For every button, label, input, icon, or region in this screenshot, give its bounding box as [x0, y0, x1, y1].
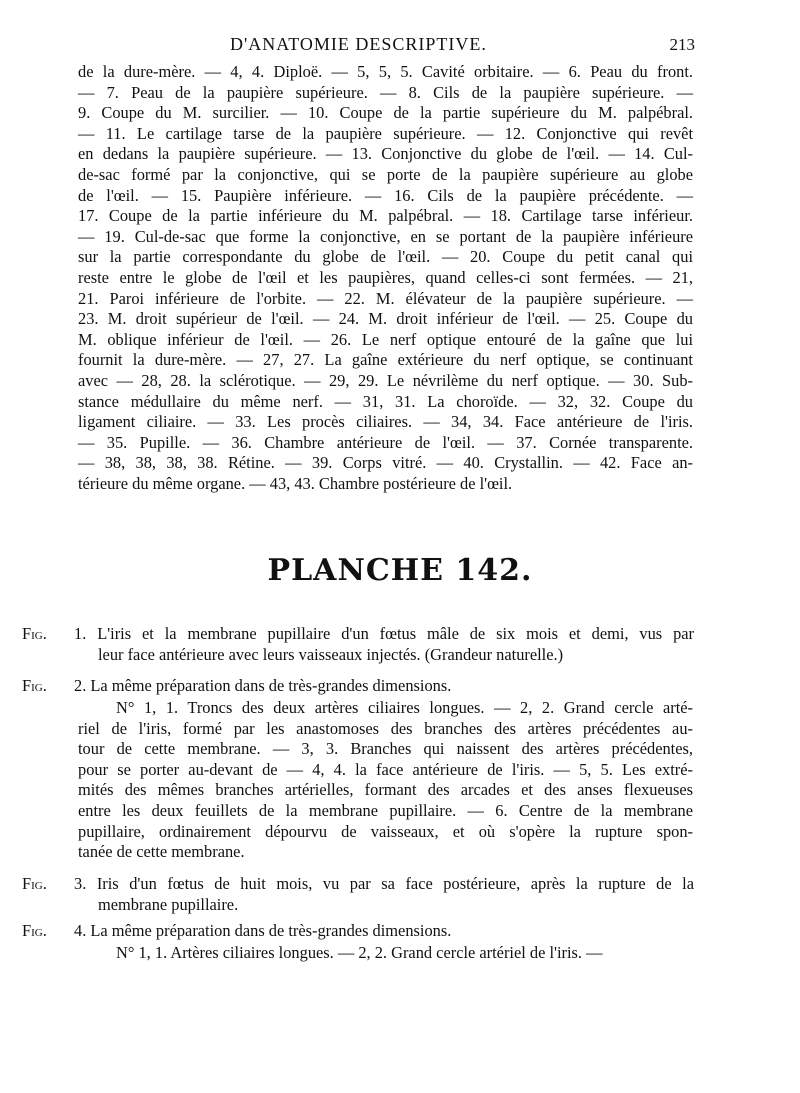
- text-line: 2. La même préparation dans de très-grandes dimensions.: [74, 676, 452, 695]
- text-line: N° 1, 1. Troncs des deux artères ciliaires longues. — 2, 2. Grand cercle arté-: [116, 698, 693, 717]
- figure-label: Fig.: [22, 874, 47, 893]
- text-line: 17. Coupe de la partie inférieure du M. palpébral. — 18. Cartilage tarse inférieur.: [78, 206, 693, 226]
- page-header: [0, 34, 800, 58]
- figure-caption: [74, 624, 694, 665]
- text-line: sur la partie correspondante du globe de l'œil. — 20. Coupe du petit canal qui: [78, 247, 693, 267]
- text-line: de l'œil. — 15. Paupière inférieure. — 16. Cils de la paupière précédente. —: [78, 185, 693, 205]
- text-line: 21. Paroi inférieure de l'orbite. — 22. M. élévateur de la paupière supérieure. —: [78, 288, 693, 308]
- text-line: 23. M. droit supérieur de l'œil. — 24. M. droit inférieur de l'œil. — 25. Coupe du: [78, 309, 693, 329]
- text-line: leur face antérieure avec leurs vaisseaux injectés. (Grandeur naturelle.): [98, 644, 564, 664]
- text-line: — 7. Peau de la paupière supérieure. — 8. Cils de la paupière supérieure. —: [78, 82, 693, 102]
- text-line: 1. L'iris et la membrane pupillaire d'un fœtus mâle de six mois et demi, vus par: [74, 624, 694, 643]
- figure-2-description: [78, 698, 693, 863]
- continued-legend-block: [78, 62, 693, 494]
- text-line: riel de l'iris, formé par les anastomoses des branches des artères précédentes au-: [78, 718, 693, 738]
- text-line: N° 1, 1. Artères ciliaires longues. — 2, 2. Grand cercle artériel de l'iris. —: [116, 943, 603, 962]
- plate-heading: PLANCHE 142.: [267, 553, 533, 588]
- figure-4-description: [78, 943, 693, 964]
- text-line: en dedans la paupière supérieure. — 13. Conjonctive du globe de l'œil. — 14. Cul-: [78, 144, 693, 164]
- text-line: avec — 28, 28. la sclérotique. — 29, 29. Le névrilème du nerf optique. — 30. Sub-: [78, 370, 693, 390]
- text-line: mités des mêmes branches artérielles, formant des arcades et des anses flexueuses: [78, 780, 693, 800]
- figure-label: Fig.: [22, 676, 47, 695]
- text-line: de la dure-mère. — 4, 4. Diploë. — 5, 5, 5. Cavité orbitaire. — 6. Peau du front.: [78, 62, 693, 81]
- text-line: fournit la dure-mère. — 27, 27. La gaîne extérieure du nerf optique, se continuant: [78, 350, 693, 370]
- text-line: pour se porter au-devant de — 4, 4. la face antérieure de l'iris. — 5, 5. Les extré-: [78, 759, 693, 779]
- text-line: reste entre le globe de l'œil et les paupières, quand celles-ci sont fermées. — 21,: [78, 267, 693, 287]
- figure-caption: [74, 676, 694, 697]
- text-line: entre les deux feuillets de la membrane pupillaire. — 6. Centre de la membrane: [78, 800, 693, 820]
- figure-caption: [74, 874, 694, 915]
- text-line: — 19. Cul-de-sac que forme la conjonctive, en se portant de la paupière inférieure: [78, 226, 693, 246]
- text-line: stance médullaire du même nerf. — 31, 31. La choroïde. — 32, 32. Coupe du: [78, 391, 693, 411]
- text-line: 3. Iris d'un fœtus de huit mois, vu par sa face postérieure, après la rupture de la: [74, 874, 694, 893]
- text-line: 4. La même préparation dans de très-grandes dimensions.: [74, 921, 452, 940]
- text-line: M. oblique inférieur de l'œil. — 26. Le nerf optique entouré de la gaîne que lui: [78, 329, 693, 349]
- page-number: 213: [669, 35, 695, 54]
- figure-label: Fig.: [22, 921, 47, 940]
- text-line: tanée de cette membrane.: [78, 842, 245, 862]
- text-line: — 35. Pupille. — 36. Chambre antérieure de l'œil. — 37. Cornée transparente.: [78, 432, 693, 452]
- text-line: ligament ciliaire. — 33. Les procès ciliaires. — 34, 34. Face antérieure de l'iris.: [78, 412, 693, 432]
- text-line: pupillaire, ordinairement dépourvu de vaisseaux, et où s'opère la rupture spon-: [78, 821, 693, 841]
- figure-caption: [74, 921, 694, 942]
- running-title: D'ANATOMIE DESCRIPTIVE.: [230, 34, 487, 54]
- text-line: de-sac formé par la conjonctive, qui se porte de la paupière supérieure au globe: [78, 164, 693, 184]
- text-line: tour de cette membrane. — 3, 3. Branches qui naissent des artères précédentes,: [78, 739, 693, 759]
- text-line: membrane pupillaire.: [98, 894, 239, 914]
- text-line: — 38, 38, 38, 38. Rétine. — 39. Corps vitré. — 40. Crystallin. — 42. Face an-: [78, 453, 693, 473]
- text-line: térieure du même organe. — 43, 43. Chambre postérieure de l'œil.: [78, 473, 513, 493]
- text-line: 9. Coupe du M. surcilier. — 10. Coupe de la partie supérieure du M. palpébral.: [78, 103, 693, 123]
- figure-label: Fig.: [22, 624, 47, 643]
- text-line: — 11. Le cartilage tarse de la paupière supérieure. — 12. Conjonctive qui revêt: [78, 123, 693, 143]
